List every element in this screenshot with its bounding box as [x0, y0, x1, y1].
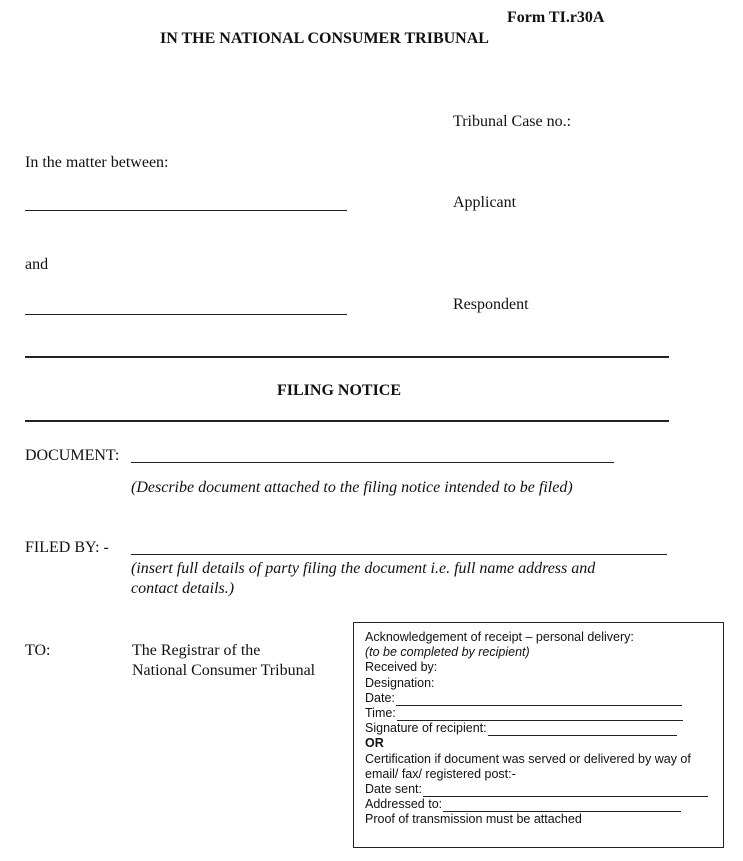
time-row [365, 706, 715, 721]
addressed-to-row [365, 797, 715, 812]
time-line[interactable] [397, 709, 683, 721]
or-label: OR [365, 736, 384, 751]
time-label: Time: [365, 706, 396, 721]
respondent-label: Respondent [453, 296, 529, 313]
proof-note: Proof of transmission must be attached [365, 812, 582, 827]
certification-line-1: Certification if document was served or delivered by way of [365, 751, 691, 766]
filed-by-hint-line-2: contact details.) [131, 580, 235, 597]
respondent-name-line[interactable] [25, 314, 347, 315]
top-divider [25, 356, 669, 358]
signature-label: Signature of recipient: [365, 721, 487, 736]
filing-notice-title: FILING NOTICE [277, 382, 402, 399]
date-sent-label: Date sent: [365, 782, 422, 797]
date-sent-line[interactable] [423, 785, 708, 797]
filed-by-line[interactable] [131, 554, 667, 555]
registrar-line-1: The Registrar of the [132, 642, 261, 659]
registrar-line-2: National Consumer Tribunal [132, 662, 316, 679]
date-label: Date: [365, 690, 395, 705]
designation-label: Designation: [365, 675, 435, 690]
applicant-label: Applicant [453, 194, 517, 211]
document-hint: (Describe document attached to the filing notice intended to be filed) [131, 479, 573, 496]
date-sent-row [365, 782, 715, 797]
filed-by-label: FILED BY: - [25, 539, 109, 556]
tribunal-heading: IN THE NATIONAL CONSUMER TRIBUNAL [160, 30, 489, 47]
addressed-to-line[interactable] [443, 800, 681, 812]
date-line[interactable] [396, 694, 682, 706]
case-number-label: Tribunal Case no.: [453, 113, 572, 130]
receipt-box [353, 622, 724, 848]
signature-line[interactable] [488, 724, 677, 736]
certification-line-2: email/ fax/ registered post:- [365, 766, 516, 781]
bottom-divider [25, 420, 669, 422]
signature-row [365, 721, 715, 736]
document-line[interactable] [131, 462, 614, 463]
matter-between-label: In the matter between: [25, 154, 169, 171]
document-label: DOCUMENT: [25, 447, 120, 464]
addressed-to-label: Addressed to: [365, 797, 443, 812]
filed-by-hint-line-1: (insert full details of party filing the document i.e. full name address and [131, 560, 596, 577]
form-number: Form TI.r30A [507, 9, 605, 26]
receipt-heading: Acknowledgement of receipt – personal delivery: [365, 630, 634, 644]
received-by-label: Received by: [365, 660, 438, 675]
applicant-name-line[interactable] [25, 210, 347, 211]
receipt-subheading: (to be completed by recipient) [365, 645, 530, 660]
and-label: and [25, 256, 49, 273]
to-label: TO: [25, 642, 51, 659]
date-row [365, 691, 715, 706]
